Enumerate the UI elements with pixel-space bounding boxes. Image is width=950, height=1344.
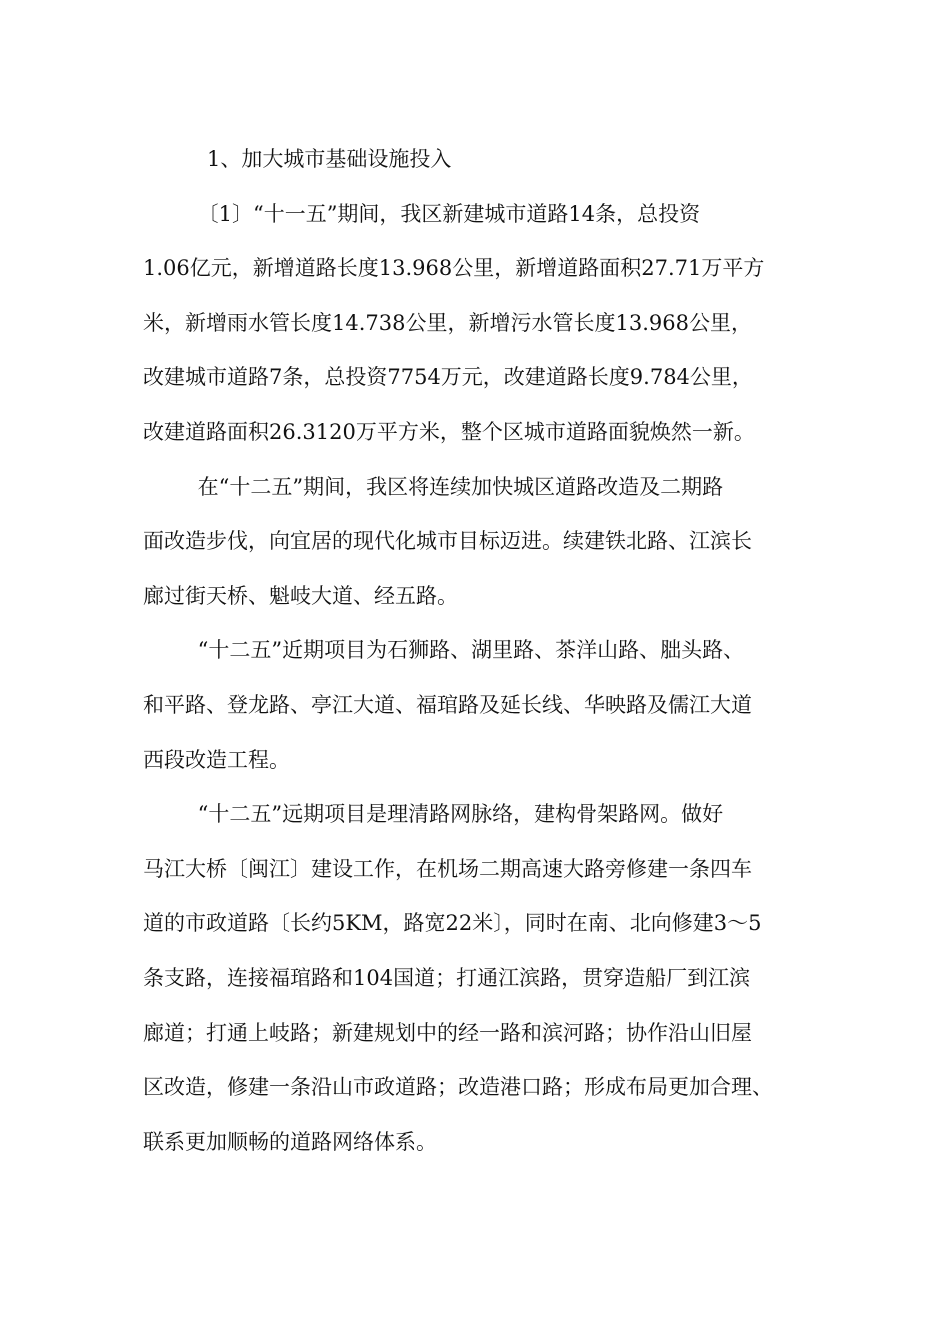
paragraph-near-term-projects: “十二五”近期项目为石狮路、湖里路、茶洋山路、胐头路、 和平路、登龙路、亭江大道、福琯路及延长线、华映路及儒江大道 西段改造工程。	[143, 638, 752, 772]
section-heading: 1、加大城市基础设施投入	[207, 147, 452, 171]
paragraph-road-construction-stats: 〔1〕“十一五”期间，我区新建城市道路14条，总投资 1.06亿元，新增道路长度13.968公里，新增道路面积27.71万平方 米，新增雨水管长度14.738公里，新增污水管长度13.968公里， 改建城市道路7条，总投资7754万元，改建道路长度9.784公里， 改建道路面积26.3120万平方米，整个区城市道路面貌焕然一新。	[143, 201, 765, 444]
document-body	[143, 132, 823, 1169]
paragraph-twelfth-plan-overview: 在“十二五”期间，我区将连续加快城区道路改造及二期路 面改造步伐，向宜居的现代化城市目标迈进。续建铁北路、江滨长 廊过街天桥、魁岐大道、经五路。	[143, 474, 752, 608]
paragraph-long-term-projects: “十二五”远期项目是理清路网脉络，建构骨架路网。做好 马江大桥〔闽江〕建设工作，在机场二期高速大路旁修建一条四车 道的市政道路〔长约5KM，路宽22米〕，同时在南、北向修建3～5 条支路，连接福琯路和104国道；打通江滨路，贯穿造船厂到江滨 廊道；打通上岐路；新建规划中的经一路和滨河路；协作沿山旧屋 区改造，修建一条沿山市政道路；改造港口路；形成布局更加合理、 联系更加顺畅的道路网络体系。	[143, 802, 773, 1154]
